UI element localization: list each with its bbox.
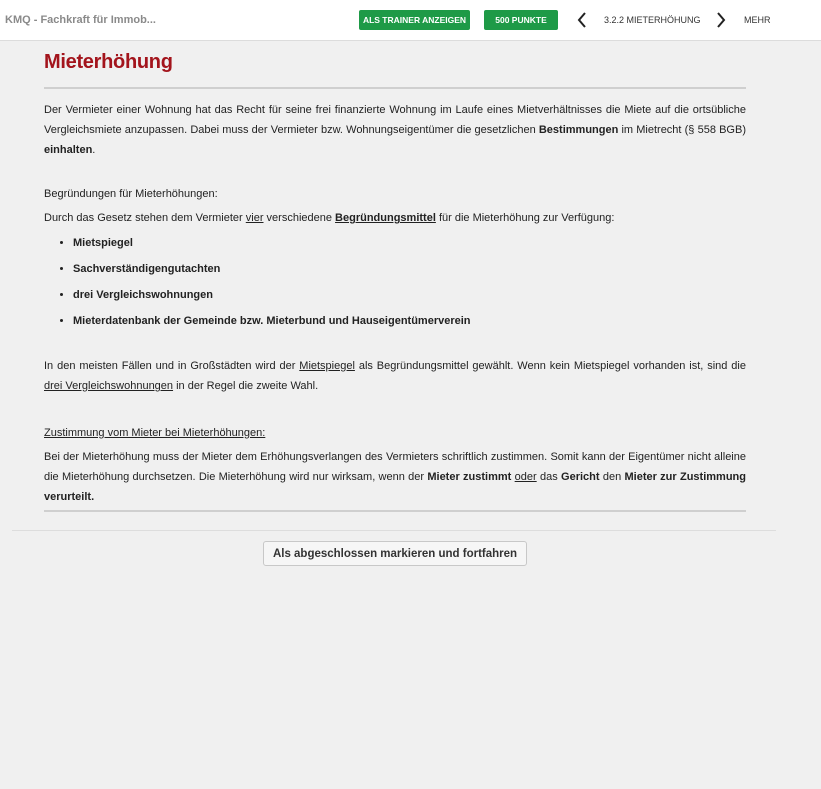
reasons-text-3: für die Mieterhöhung zur Verfügung: <box>435 212 615 224</box>
consent-text-4: den <box>599 471 625 483</box>
consent-heading <box>44 423 746 443</box>
consent-bold-3: Mieter zur Zustimmung verurteilt. <box>44 471 746 503</box>
reasons-text-2: verschiedene <box>263 212 336 224</box>
consent-paragraph <box>44 447 746 507</box>
intro-text-1: Der Vermieter einer Wohnung hat das Recht für seine frei finanzierte Wohnung im Laufe eines Mietverhältnisses die Miete auf die ortsübliche Vergleichsmiete anzupassen. Dabei muss der Vermieter bzw. Wohnungseigentümer die gesetzlichen <box>44 104 746 136</box>
reasons-list <box>44 230 746 334</box>
intro-paragraph <box>44 100 746 160</box>
footer-divider <box>12 530 776 531</box>
consent-underline-1: oder <box>514 471 537 483</box>
list-item: • drei Vergleichswohnungen <box>73 282 746 308</box>
more-menu[interactable]: MEHR <box>744 15 771 25</box>
cities-text-2: als Begründungsmittel gewählt. Wenn kein Mietspiegel vorhanden ist, sind die <box>354 360 746 372</box>
reasons-underline-2: Begründungsmittel <box>335 212 436 224</box>
intro-text-2: im Mietrecht (§ 558 BGB) <box>618 124 746 136</box>
intro-period: . <box>92 144 96 156</box>
page-title: Mieterhöhung <box>44 51 173 73</box>
list-item: • Mieterdatenbank der Gemeinde bzw. Mieterbund und Hauseigentümerverein <box>73 308 746 334</box>
consent-text-3: das <box>536 471 562 483</box>
list-item: • Mietspiegel <box>73 230 746 256</box>
title-divider <box>44 87 746 89</box>
cities-text-1: In den meisten Fällen und in Großstädten wird der <box>44 360 300 372</box>
cities-text-3: in der Regel die zweite Wahl. <box>173 380 319 392</box>
chevron-right-icon[interactable] <box>714 10 728 30</box>
reasons-heading: Begründungen für Mieterhöhungen: <box>44 188 218 200</box>
intro-bold-1: Bestimmungen <box>538 124 619 136</box>
chapter-label: 3.2.2 MIETERHÖHUNG <box>604 15 701 25</box>
points-button[interactable]: 500 PUNKTE <box>484 10 558 30</box>
cities-underline-1: Mietspiegel <box>299 360 355 372</box>
show-as-trainer-button[interactable]: ALS TRAINER ANZEIGEN <box>359 10 470 30</box>
app-title[interactable]: KMQ - Fachkraft für Immob... <box>5 14 156 26</box>
consent-bold-1: Mieter zustimmt <box>427 471 512 483</box>
intro-bold-2: einhalten <box>44 144 93 156</box>
consent-heading-text: Zustimmung vom Mieter bei Mieterhöhungen: <box>44 427 266 439</box>
cities-underline-2: drei Vergleichswohnungen <box>44 380 174 392</box>
top-bar <box>0 0 821 41</box>
reasons-text-1: Durch das Gesetz stehen dem Vermieter <box>44 212 246 224</box>
main-content <box>44 41 746 512</box>
content-bottom-divider <box>44 510 746 512</box>
cities-paragraph <box>44 356 746 396</box>
consent-text-1: Bei der Mieterhöhung muss der Mieter dem Erhöhungsverlangen des Vermieters schriftlich zustimmen. Somit kann der Eigentümer nicht alleine die Mieterhöhung durchsetzen. Die Mieterhöhung wird nur wirksam, wenn der <box>44 451 746 483</box>
reasons-intro <box>44 208 746 228</box>
list-item: • Sachverständigengutachten <box>73 256 746 282</box>
chevron-left-icon[interactable] <box>575 10 589 30</box>
reasons-underline-1: vier <box>245 212 264 224</box>
consent-bold-2: Gericht <box>561 471 600 483</box>
mark-complete-button[interactable]: Als abgeschlossen markieren und fortfahren <box>263 541 527 566</box>
